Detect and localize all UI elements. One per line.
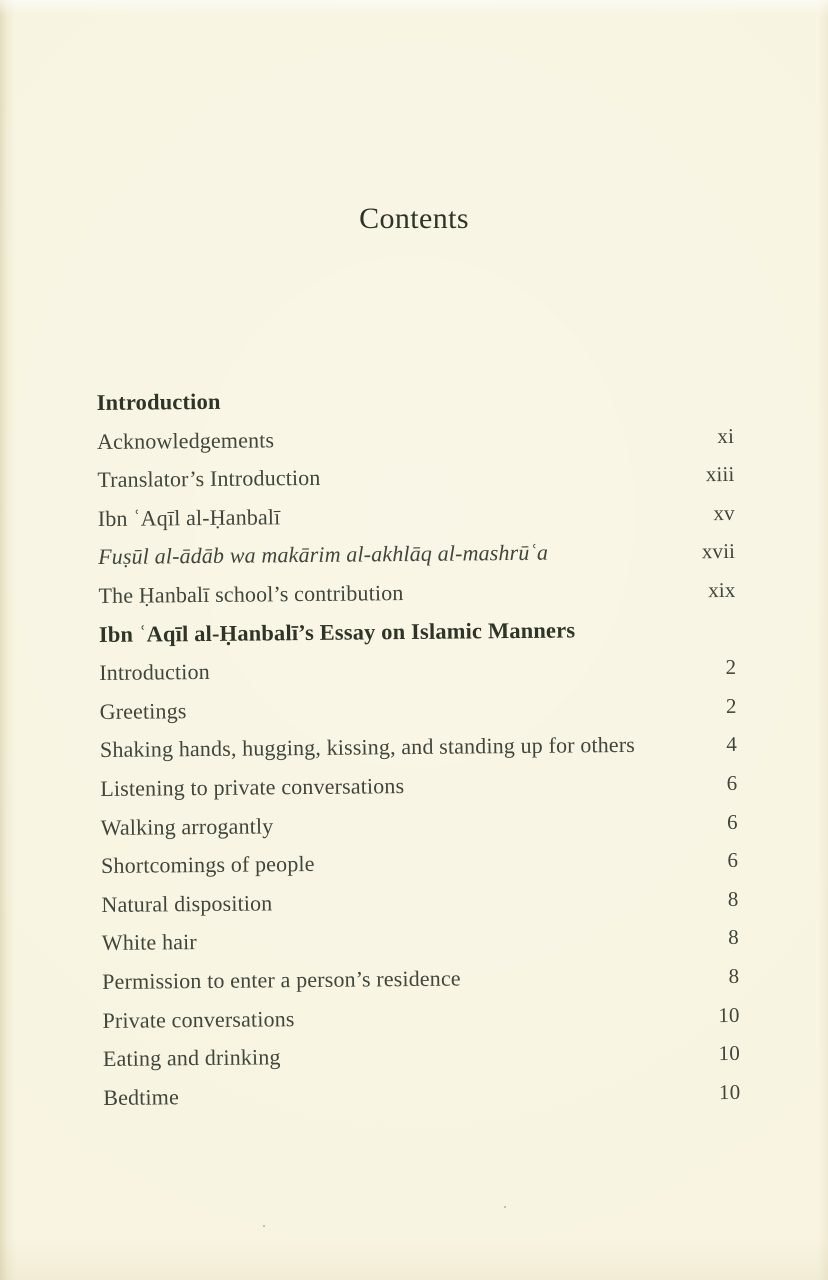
toc-entry-label: Listening to private conversations: [100, 773, 405, 801]
toc-entry: [103, 1034, 740, 1079]
toc-entry-page: 8: [728, 963, 740, 988]
toc-entry: [102, 957, 739, 1002]
toc-entry-page: 8: [728, 925, 739, 950]
toc-entry-page: 10: [718, 1079, 741, 1104]
toc-entry-label: Introduction: [99, 659, 210, 686]
toc-entry-page: 4: [726, 732, 738, 757]
toc-list: [0, 377, 828, 1118]
toc-entry-page: 6: [727, 848, 739, 873]
toc-entry: [96, 378, 733, 423]
toc-entry: [98, 494, 735, 539]
paper-speck: [504, 1206, 506, 1208]
toc-entry-page: 8: [727, 886, 739, 911]
toc-entry: [98, 532, 735, 577]
toc-entry-label: Translator’s Introduction: [97, 465, 321, 493]
toc-entry-label: Permission to enter a person’s residence: [102, 965, 461, 994]
toc-entry: [97, 455, 734, 500]
toc-entry-page: 10: [718, 1002, 740, 1027]
toc-entry-label: Walking arrogantly: [100, 812, 274, 840]
toc-entry-page: 6: [726, 809, 738, 834]
toc-entry: [101, 841, 738, 886]
toc-entry-label: Natural disposition: [101, 890, 273, 917]
toc-entry: [99, 648, 736, 693]
toc-entry-label: Shaking hands, hugging, kissing, and standing up for others: [99, 732, 636, 763]
toc-entry: [97, 416, 734, 461]
toc-entry: [100, 725, 737, 770]
toc-entry-label: Ibn ʿAqīl al-Ḥanbalī’s Essay on Islamic Manners: [98, 616, 576, 647]
toc-entry-page: 10: [718, 1040, 741, 1066]
toc-entry-page: xiii: [705, 462, 735, 487]
toc-entry-label: Introduction: [96, 388, 221, 416]
toc-entry: [99, 687, 736, 732]
toc-entry-label: Eating and drinking: [102, 1044, 281, 1072]
toc-entry-label: Private conversations: [102, 1005, 295, 1033]
toc-entry-page: xv: [713, 500, 735, 525]
toc-entry: [101, 880, 738, 925]
toc-entry-page: xvii: [701, 539, 736, 564]
paper-speck: [263, 1225, 265, 1227]
toc-entry: [102, 995, 739, 1040]
page-title: Contents: [359, 202, 469, 235]
toc-entry-label: Greetings: [99, 697, 187, 724]
toc-entry: [101, 802, 738, 847]
toc-entry-label: White hair: [101, 929, 197, 956]
toc-entry-label: Fuṣūl al-ādāb wa makārim al-akhlāq al-mashrūʿa: [98, 540, 549, 570]
toc-entry: [98, 571, 735, 616]
toc-entry-page: xi: [717, 423, 735, 448]
toc-entry-label: Ibn ʿAqīl al-Ḥanbalī: [97, 504, 281, 531]
toc-entry-page: 2: [725, 655, 737, 680]
toc-entry: [103, 1073, 740, 1118]
toc-entry-label: Acknowledgements: [96, 426, 275, 454]
toc-entry-label: Bedtime: [103, 1083, 180, 1110]
toc-entry-page: 6: [726, 770, 738, 795]
toc-entry-label: The Ḥanbalī school’s contribution: [98, 580, 404, 608]
toc-entry-label: Shortcomings of people: [100, 851, 315, 879]
toc-entry: [102, 918, 739, 963]
toc-entry: [99, 609, 736, 654]
toc-entry-page: 2: [725, 693, 737, 718]
toc-entry-page: xix: [708, 577, 736, 603]
toc-entry: [100, 764, 737, 809]
